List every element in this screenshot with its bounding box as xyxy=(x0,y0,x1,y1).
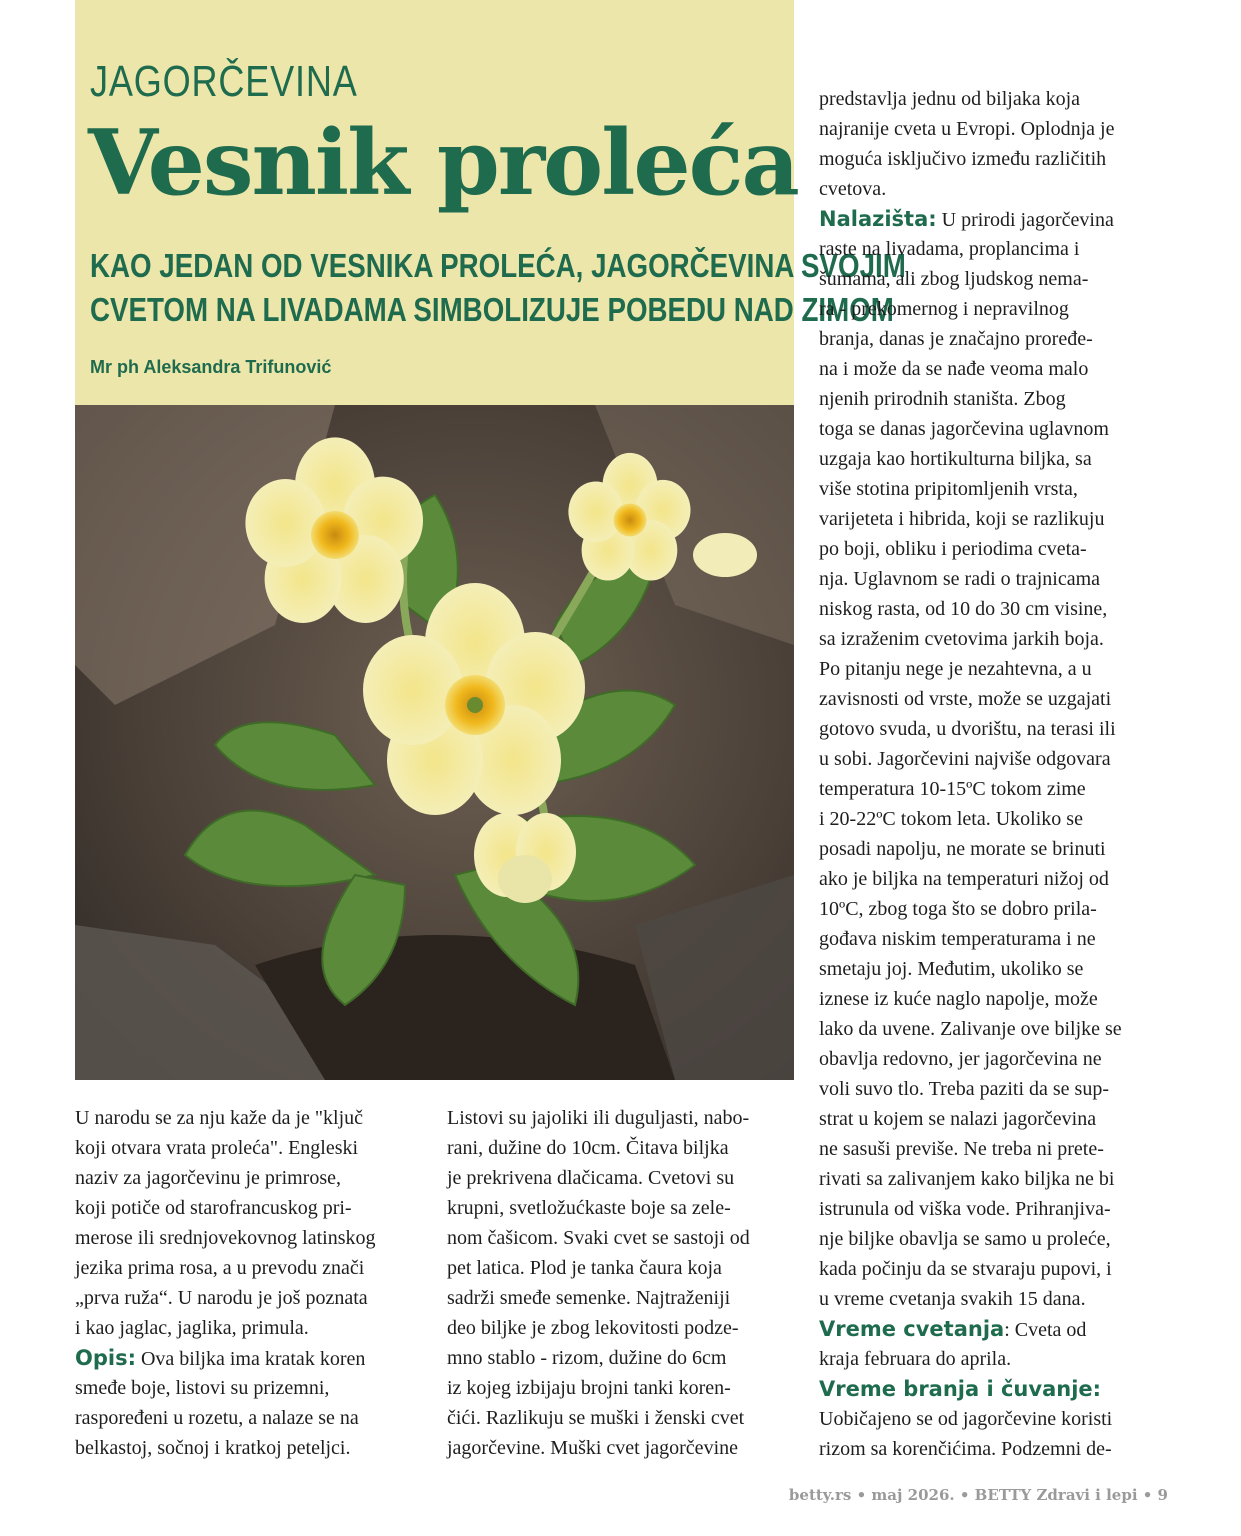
text-line: niskog rasta, od 10 do 30 cm visine, xyxy=(819,598,1108,620)
article-kicker: JAGORČEVINA xyxy=(90,57,358,106)
text-line: njenih prirodnih staništa. Zbog xyxy=(819,388,1066,410)
text-line: U prirodi jagorčevina xyxy=(941,209,1114,231)
text-line: istrunula od viška vode. Prihranjiva- xyxy=(819,1198,1111,1220)
text-line: kraja februara do aprila. xyxy=(819,1348,1012,1370)
text-line: krupni, svetložućkaste boje sa zele- xyxy=(447,1197,731,1219)
nalazista-line xyxy=(819,204,1169,234)
text-line: voli suvo tlo. Treba paziti da se sup- xyxy=(819,1078,1109,1100)
opis-line xyxy=(75,1343,425,1373)
text-line: Listovi su jajoliki ili duguljasti, nabo- xyxy=(447,1107,750,1129)
vreme-branja-line xyxy=(819,1374,1169,1404)
text-line: u vreme cvetanja svakih 15 dana. xyxy=(819,1288,1086,1310)
text-line: branja, danas je značajno proređe- xyxy=(819,328,1093,350)
text-line: belkastoj, sočnoj i kratkoj peteljci. xyxy=(75,1437,351,1459)
page-footer: betty.rs • maj 2026. • BETTY Zdravi i lepi • 9 xyxy=(788,1486,1168,1504)
text-line: U narodu se za nju kaže da je "ključ xyxy=(75,1107,364,1129)
text-line: strat u kojem se nalazi jagorčevina xyxy=(819,1108,1097,1130)
text-line: iznese iz kuće naglo napolje, može xyxy=(819,988,1098,1010)
text-line: ra - prekomernog i nepravilnog xyxy=(819,298,1069,320)
subtitle-line: CVETOM NA LIVADAMA SIMBOLIZUJE POBEDU NAD ZIMOM xyxy=(90,291,894,328)
text-line: merose ili srednjovekovnog latinskog xyxy=(75,1227,376,1249)
text-line: šumama, ali zbog ljudskog nema- xyxy=(819,268,1089,290)
opis-heading: Opis: xyxy=(75,1346,136,1370)
vreme-cvetanja-heading: Vreme cvetanja xyxy=(819,1317,1005,1341)
text-line: Ova biljka ima kratak koren xyxy=(140,1348,366,1370)
text-line: nom čašicom. Svaki cvet se sastoji od xyxy=(447,1227,750,1249)
text-line: gotovo svuda, u dvorištu, na terasi ili xyxy=(819,718,1116,740)
text-line: ne sasuši previše. Ne treba ni prete- xyxy=(819,1138,1104,1160)
text-line: toga se danas jagorčevina uglavnom xyxy=(819,418,1109,440)
vreme-cvetanja-line xyxy=(819,1314,1169,1344)
text-line: : Cveta od xyxy=(1004,1319,1087,1341)
article-author: Mr ph Aleksandra Trifunović xyxy=(90,357,332,377)
text-line: u sobi. Jagorčevini najviše odgovara xyxy=(819,748,1111,770)
text-line: rizom sa korenčićima. Podzemni de- xyxy=(819,1438,1112,1460)
subtitle-line: KAO JEDAN OD VESNIKA PROLEĆA, JAGORČEVINA SVOJIM xyxy=(90,247,906,284)
text-line: čići. Razlikuju se muški i ženski cvet xyxy=(447,1407,745,1429)
text-line: ako je biljka na temperaturi nižoj od xyxy=(819,868,1109,890)
text-line: nje biljke obavlja se samo u proleće, xyxy=(819,1228,1111,1250)
text-line: sa izraženim cvetovima jarkih boja. xyxy=(819,628,1104,650)
text-line: na i može da se nađe veoma malo xyxy=(819,358,1089,380)
text-line: predstavlja jednu od biljaka koja xyxy=(819,88,1081,110)
text-line: mno stablo - rizom, dužine do 6cm xyxy=(447,1347,727,1369)
text-line: temperatura 10-15ºC tokom zime xyxy=(819,778,1086,800)
column-right xyxy=(819,84,1169,1464)
text-line: je prekrivena dlačicama. Cvetovi su xyxy=(447,1167,735,1189)
text-line: nja. Uglavnom se radi o trajnicama xyxy=(819,568,1101,590)
nalazista-heading: Nalazišta: xyxy=(819,207,937,231)
text-line: i kao jaglac, jaglika, primula. xyxy=(75,1317,309,1339)
text-line: Uobičajeno se od jagorčevine koristi xyxy=(819,1408,1113,1430)
text-line: „prva ruža“. U narodu je još poznata xyxy=(75,1287,368,1309)
text-line: gođava niskim temperaturama i ne xyxy=(819,928,1096,950)
text-line: smetaju joj. Međutim, ukoliko se xyxy=(819,958,1084,980)
text-line: posadi napolju, ne morate se brinuti xyxy=(819,838,1106,860)
article-subtitle xyxy=(90,244,906,332)
text-line: smeđe boje, listovi su prizemni, xyxy=(75,1377,330,1399)
text-line: moguća isključivo između različitih xyxy=(819,148,1107,170)
text-line: koji otvara vrata proleća". Engleski xyxy=(75,1137,359,1159)
text-line: kada počinju da se stvaraju pupovi, i xyxy=(819,1258,1112,1280)
text-line: sadrži smeđe semenke. Najtraženiji xyxy=(447,1287,731,1309)
text-line: najranije cveta u Evropi. Oplodnja je xyxy=(819,118,1115,140)
text-line: iz kojeg izbijaju brojni tanki koren- xyxy=(447,1377,731,1399)
text-line: varijeteta i hibrida, koji se razlikuju xyxy=(819,508,1105,530)
text-line: uzgaja kao hortikulturna biljka, sa xyxy=(819,448,1092,470)
text-line: obavlja redovno, jer jagorčevina ne xyxy=(819,1048,1102,1070)
text-line: cvetova. xyxy=(819,178,887,200)
text-line: zavisnosti od vrste, može se uzgajati xyxy=(819,688,1112,710)
column-middle xyxy=(447,1103,797,1463)
primrose-photo xyxy=(75,405,794,1080)
text-line: rani, dužine do 10cm. Čitava biljka xyxy=(447,1137,729,1159)
text-line: rivati sa zalivanjem kako biljka ne bi xyxy=(819,1168,1115,1190)
vreme-branja-heading: Vreme branja i čuvanje: xyxy=(819,1377,1102,1401)
article-title: Vesnik proleća xyxy=(88,110,798,216)
text-line: po boji, obliku i periodima cveta- xyxy=(819,538,1087,560)
text-line: raste na livadama, proplancima i xyxy=(819,238,1080,260)
text-line: jezika prima rosa, a u prevodu znači xyxy=(75,1257,365,1279)
text-line: deo biljke je zbog lekovitosti podze- xyxy=(447,1317,739,1339)
text-line: raspoređeni u rozetu, a nalaze se na xyxy=(75,1407,359,1429)
text-line: jagorčevine. Muški cvet jagorčevine xyxy=(447,1437,738,1459)
text-line: 10ºC, zbog toga što se dobro prila- xyxy=(819,898,1097,920)
text-line: više stotina pripitomljenih vrsta, xyxy=(819,478,1078,500)
text-line: i 20-22ºC tokom leta. Ukoliko se xyxy=(819,808,1083,830)
text-line: pet latica. Plod je tanka čaura koja xyxy=(447,1257,722,1279)
text-line: Po pitanju nege je nezahtevna, a u xyxy=(819,658,1092,680)
column-left xyxy=(75,1103,425,1463)
text-line: lako da uvene. Zalivanje ove biljke se xyxy=(819,1018,1122,1040)
text-line: koji potiče od starofrancuskog pri- xyxy=(75,1197,352,1219)
text-line: naziv za jagorčevinu je primrose, xyxy=(75,1167,341,1189)
